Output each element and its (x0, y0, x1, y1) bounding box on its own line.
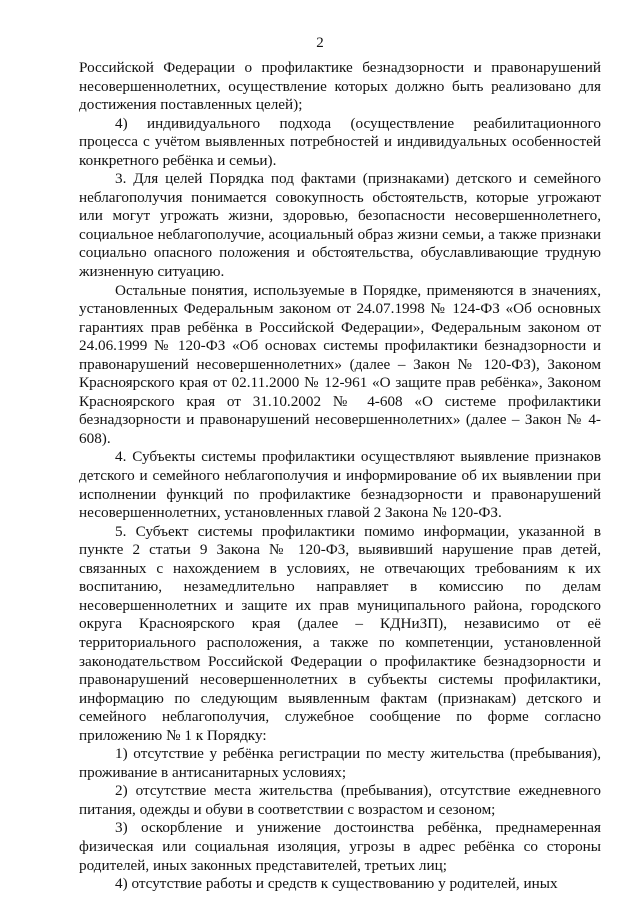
list-item: 3) оскорбление и унижение достоинства ребёнка, преднамеренная физическая или социальная изоляция, угрозы в адрес ребёнка со стороны родителей, иных законных представителей, третьих лиц; (79, 819, 601, 874)
paragraph: 5. Субъект системы профилактики помимо информации, указанной в пункте 2 статьи 9 Закона № 120-ФЗ, выявивший нарушение прав детей, связанных с нахождением в условиях, не отвечающих требованиям к их воспитанию, незамедлительно направляет в комиссию по делам несовершеннолетних и защите их прав муниципального района, городского округа Красноярского края (далее – КДНиЗП), независимо от её территориального расположения, а также по компетенции, установленной законодательством Российской Федерации о профилактике безнадзорности и правонарушений несовершеннолетних в субъекты системы профилактики, информацию по следующим выявленным фактам (признакам) детского и семейного неблагополучия, служебное сообщение по форме согласно приложению № 1 к Порядку: (79, 522, 601, 744)
paragraph: 4. Субъекты системы профилактики осуществляют выявление признаков детского и семейного неблагополучия и информирование об их выявлении при исполнении функций по профилактике безнадзорности и правонарушений несовершеннолетних, установленных главой 2 Закона № 120-ФЗ. (79, 448, 601, 522)
paragraph: 3. Для целей Порядка под фактами (признаками) детского и семейного неблагополучия понимается совокупность обстоятельств, которые угрожают или могут угрожать жизни, здоровью, безопасности несовершеннолетнего, социальное неблагополучие, асоциальный образ жизни семьи, а также признаки социально опасного положения и обстоятельства, обуславливающие трудную жизненную ситуацию. (79, 170, 601, 281)
list-item: 2) отсутствие места жительства (пребывания), отсутствие ежедневного питания, одежды и обуви в соответствии с возрастом и сезоном; (79, 782, 601, 818)
paragraph: Российской Федерации о профилактике безнадзорности и правонарушений несовершеннолетних, осуществление которых должно быть реализовано для достижения поставленных целей); (79, 59, 601, 114)
paragraph: 4) индивидуального подхода (осуществление реабилитационного процесса с учётом выявленных потребностей и индивидуальных особенностей конкретного ребёнка и семьи). (79, 114, 601, 169)
list-item: 1) отсутствие у ребёнка регистрации по месту жительства (пребывания), проживание в антисанитарных условиях; (79, 745, 601, 781)
list-item: 4) отсутствие работы и средств к существованию у родителей, иных (115, 875, 558, 893)
page-number: 2 (316, 35, 324, 51)
body-text (79, 59, 601, 894)
paragraph: Остальные понятия, используемые в Порядке, применяются в значениях, установленных Федеральным законом от 24.07.1998 № 124-ФЗ «Об основных гарантиях прав ребёнка в Российской Федерации», Федеральным законом от 24.06.1999 № 120-ФЗ «Об основах системы профилактики безнадзорности и правонарушений несовершеннолетних» (далее – Закон № 120-ФЗ), Законом Красноярского края от 02.11.2000 № 12-961 «О защите прав ребёнка», Законом Красноярского края от 31.10.2002 № 4-608 «О системе профилактики безнадзорности и правонарушений несовершеннолетних» (далее – Закон № 4-608). (79, 281, 601, 447)
